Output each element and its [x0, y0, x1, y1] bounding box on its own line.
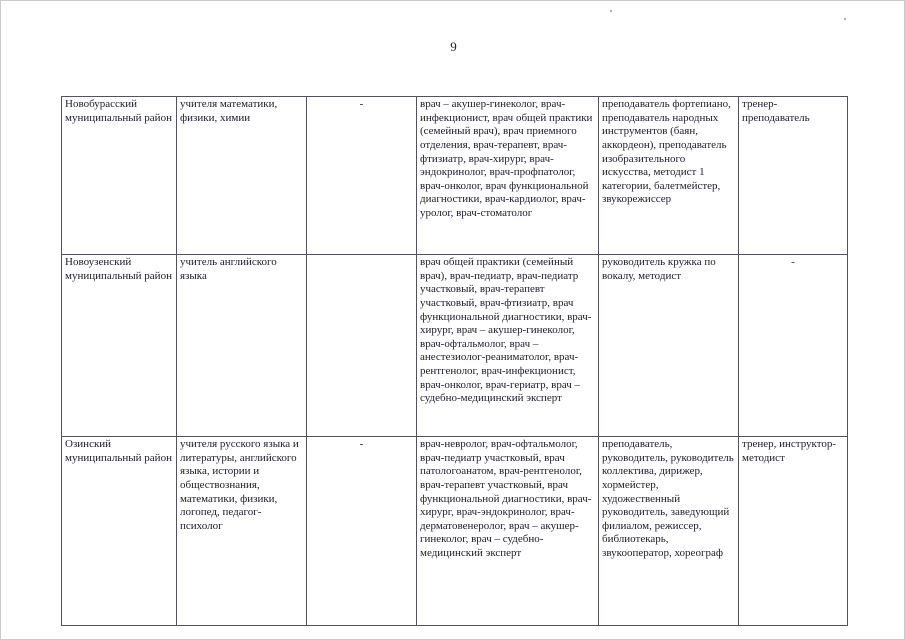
table-cell-dash: -: [307, 437, 417, 626]
table-cell-culture: преподаватель фортепиано, преподаватель народных инструментов (баян, аккордеон), преподаватель изобразительного искусства, методист 1 категории, балетмейстер, звукорежиссер: [599, 97, 739, 255]
table-cell-doctors: врач общей практики (семейный врач), врач-педиатр, врач-педиатр участковый, врач-терапевт участковый, врач-фтизиатр, врач функциональной диагностики, врач-хирург, врач – акушер-гинеколог, врач-офтальмолог, врач – анестезиолог-реаниматолог, врач-рентгенолог, врач-инфекционист, врач-онколог, врач-гериатр, врач – судебно-медицинский эксперт: [417, 255, 599, 437]
table-cell-teachers: учителя математики, физики, химии: [177, 97, 307, 255]
table-cell-doctors: врач-невролог, врач-офтальмолог, врач-педиатр участковый, врач патологоанатом, врач-рентгенолог, врач-терапевт участковый, врач функциональной диагностики, врач-хирург, врач-эндокринолог, врач-дерматовенеролог, врач – акушер-гинеколог, врач – судебно-медицинский эксперт: [417, 437, 599, 626]
scan-artifact-dot: [610, 10, 612, 12]
table-cell-teachers: учитель английского языка: [177, 255, 307, 437]
table-cell-district: Озинский муниципальный район: [62, 437, 177, 626]
table-cell-dash: -: [307, 97, 417, 255]
table-cell-sport: -: [739, 255, 848, 437]
table-cell-dash: [307, 255, 417, 437]
table-cell-sport: тренер-преподаватель: [739, 97, 848, 255]
page-number: 9: [450, 39, 457, 54]
table-cell-doctors: врач – акушер-гинеколог, врач-инфекционист, врач общей практики (семейный врач), врач приемного отделения, врач-терапевт, врач-фтизиатр, врач-хирург, врач-эндокринолог, врач-профпатолог, врач-онколог, врач функциональной диагностики, врач-кардиолог, врач-уролог, врач-стоматолог: [417, 97, 599, 255]
table-row: [62, 255, 848, 437]
table-cell-teachers: учителя русского языка и литературы, английского языка, истории и обществознания, математики, физики, логопед, педагог-психолог: [177, 437, 307, 626]
vacancies-table: [61, 96, 848, 626]
table-cell-district: Новоузенский муниципальный район: [62, 255, 177, 437]
scan-artifact-dot: [844, 18, 846, 20]
table-cell-culture: преподаватель, руководитель, руководитель коллектива, дирижер, хормейстер, художественный руководитель, заведующий филиалом, режиссер, библиотекарь, звукооператор, хореограф: [599, 437, 739, 626]
table-cell-sport: тренер, инструктор-методист: [739, 437, 848, 626]
table-row: [62, 437, 848, 626]
table-cell-district: Новобурасский муниципальный район: [62, 97, 177, 255]
table-row: [62, 97, 848, 255]
table-cell-culture: руководитель кружка по вокалу, методист: [599, 255, 739, 437]
